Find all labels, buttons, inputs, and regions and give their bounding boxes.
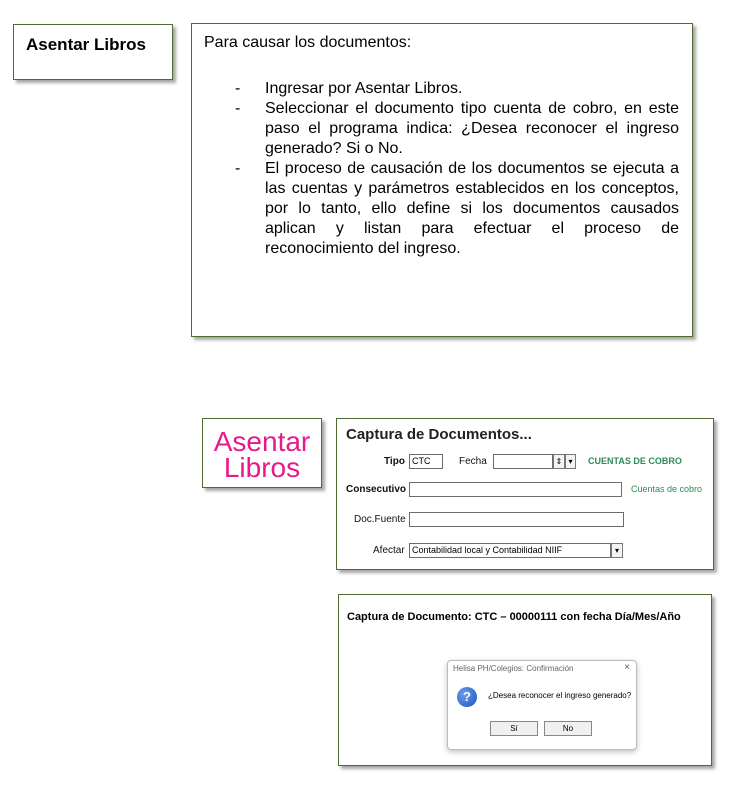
consecutivo-label: Consecutivo — [346, 484, 407, 495]
yes-button[interactable]: Sí — [490, 721, 538, 736]
instructions-intro: Para causar los documentos: — [204, 34, 412, 51]
list-item: - El proceso de causación de los documentos se ejecuta a las cuentas y parámetros establecidos en los conceptos, por lo tanto, ello define si los documentos causados aplican y listan para efectuar el proceso de reconocimiento del ingreso. — [235, 160, 679, 257]
list-item: - Seleccionar el documento tipo cuenta de cobro, en este paso el programa indica: ¿Desea reconocer el ingreso generado? Si o No. — [235, 100, 679, 157]
tipo-label: Tipo — [384, 456, 405, 467]
logo-line-2: Libros — [223, 452, 301, 483]
list-item: - Ingresar por Asentar Libros. — [235, 80, 463, 97]
instructions-box — [191, 23, 693, 337]
consecutivo-input[interactable] — [409, 482, 622, 497]
confirmation-title: Captura de Documento: CTC – 00000111 con fecha Día/Mes/Año — [347, 611, 681, 623]
doc-fuente-input[interactable] — [409, 512, 624, 527]
spin-icon[interactable]: ⇕ — [553, 454, 565, 469]
close-icon[interactable]: × — [624, 662, 630, 673]
instructions-list — [227, 79, 679, 259]
title-box — [13, 24, 173, 80]
dialog-message: ¿Desea reconocer el ingreso generado? — [488, 691, 632, 700]
section-title: Asentar Libros — [26, 35, 146, 54]
confirmation-dialog — [447, 660, 637, 750]
afectar-label: Afectar — [373, 545, 405, 556]
confirmation-box — [338, 594, 712, 766]
fecha-label: Fecha — [459, 456, 487, 467]
doc-fuente-label: Doc.Fuente — [354, 514, 406, 525]
question-icon: ? — [457, 687, 477, 707]
form-title: Captura de Documentos... — [346, 426, 532, 443]
chevron-down-icon[interactable]: ▾ — [611, 543, 623, 558]
afectar-select[interactable]: Contabilidad local y Contabilidad NIIF — [409, 543, 611, 558]
consecutivo-description: Cuentas de cobro — [631, 484, 703, 494]
fecha-input[interactable] — [493, 454, 553, 469]
no-button[interactable]: No — [544, 721, 592, 736]
logo-line-1: Asentar — [213, 426, 311, 457]
chevron-down-icon[interactable]: ▾ — [565, 454, 576, 469]
tipo-input[interactable]: CTC — [409, 454, 443, 469]
document-capture-form — [336, 418, 714, 570]
dialog-title: Helisa PH/Colegios: Confirmación — [453, 664, 574, 673]
asentar-libros-button[interactable] — [202, 418, 322, 488]
tipo-description: CUENTAS DE COBRO — [588, 456, 682, 466]
